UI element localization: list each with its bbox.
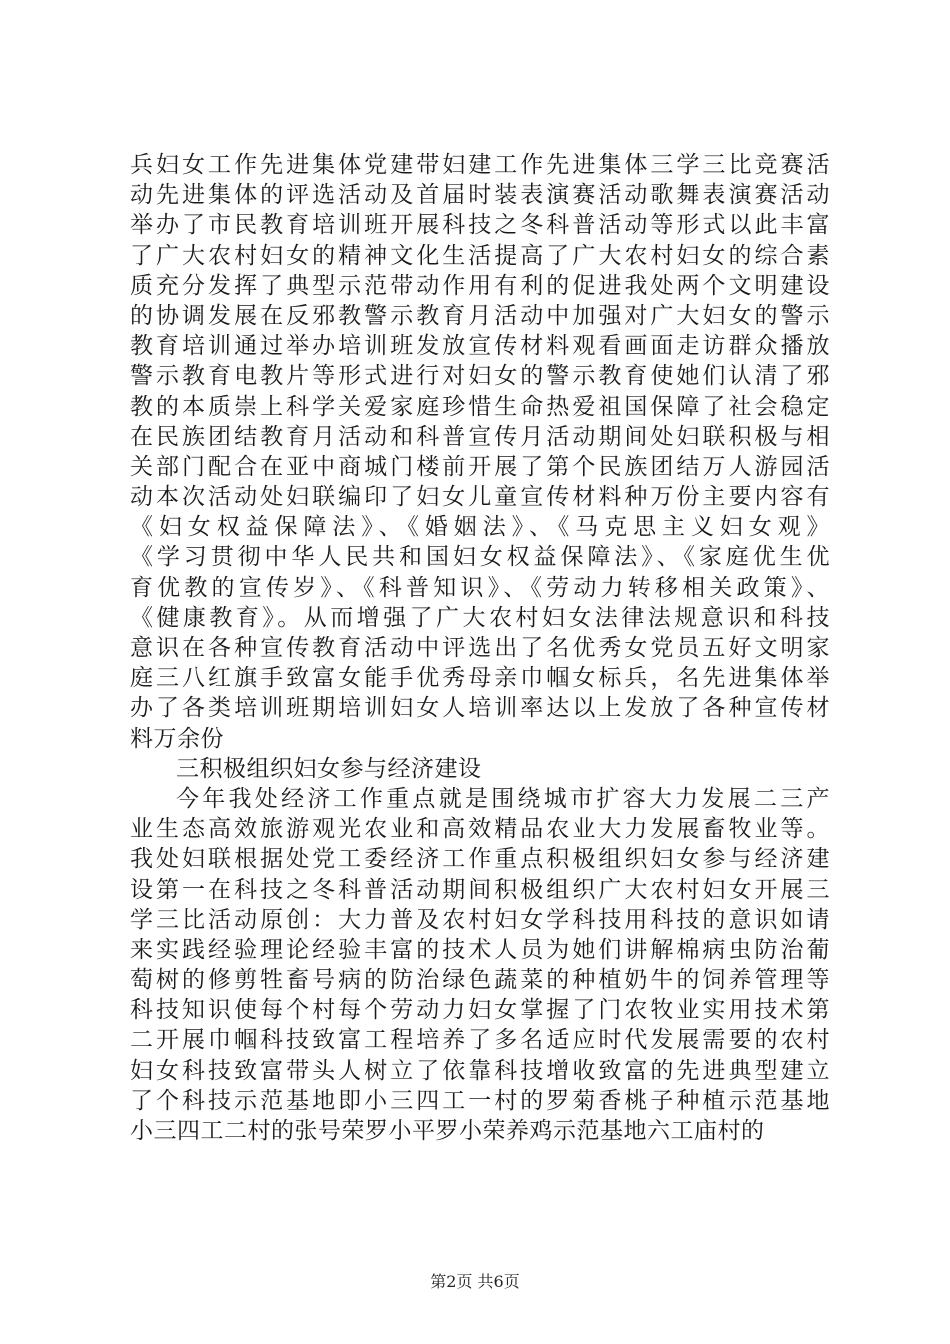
paragraph (130, 150, 830, 754)
text-line: 科技知识使每个村每个劳动力妇女掌握了门农牧业实用技术第 (130, 997, 830, 1024)
text-line: 妇女科技致富带头人树立了依靠科技增收致富的先进典型建立 (130, 1057, 830, 1084)
text-line: 意识在各种宣传教育活动中评选出了名优秀女党员五好文明家 (130, 635, 830, 661)
text-line: 兵妇女工作先进集体党建带妇建工作先进集体三学三比竞赛活 (130, 152, 830, 178)
text-line: 的协调发展在反邪教警示教育月活动中加强对广大妇女的警示 (130, 302, 830, 329)
text-line: 了广大农村妇女的精神文化生活提高了广大农村妇女的综合素 (130, 242, 830, 269)
text-line: 《妇女权益保障法》、《婚姻法》、《马克思主义妇女观》 (130, 514, 830, 541)
text-line: 教的本质崇上科学关爱家庭珍惜生命热爱祖国保障了社会稳定 (130, 393, 830, 420)
text-line: 庭三八红旗手致富女能手优秀母亲巾帼女标兵，名先进集体举 (130, 665, 830, 692)
text-line: 举办了市民教育培训班开展科技之冬科普活动等形式以此丰富 (130, 212, 830, 239)
text-line: 小三四工二村的张号荣罗小平罗小荣养鸡示范基地六工庙村的 (130, 1118, 765, 1144)
text-line: 设第一在科技之冬科普活动期间积极组织广大农村妇女开展三 (130, 876, 830, 903)
text-line: 在民族团结教育月活动和科普宣传月活动期间处妇联积极与相 (130, 423, 830, 450)
text-line: 《健康教育》。从而增强了广大农村妇女法律法规意识和科技 (130, 604, 830, 631)
text-line: 来实践经验理论经验丰富的技术人员为她们讲解棉病虫防治葡 (130, 936, 830, 963)
paragraph (130, 754, 830, 784)
paragraph (130, 784, 830, 1146)
text-line: 《学习贯彻中华人民共和国妇女权益保障法》、《家庭优生优 (130, 544, 830, 571)
text-line: 育优教的宣传岁》、《科普知识》、《劳动力转移相关政策》、 (130, 574, 830, 601)
text-line: 料万余份 (130, 725, 224, 752)
text-line: 关部门配合在亚中商城门楼前开展了第个民族团结万人游园活 (130, 453, 830, 480)
text-line: 了个科技示范基地即小三四工一村的罗菊香桃子种植示范基地 (130, 1087, 830, 1114)
text-line: 三积极组织妇女参与经济建设 (176, 755, 482, 782)
text-line: 业生态高效旅游观光农业和高效精品农业大力发展畜牧业等。 (130, 816, 830, 843)
text-line: 教育培训通过举办培训班发放宣传材料观看画面走访群众播放 (130, 333, 830, 360)
document-body (130, 150, 830, 1146)
text-line: 二开展巾帼科技致富工程培养了多名适应时代发展需要的农村 (130, 1027, 830, 1054)
text-line: 警示教育电教片等形式进行对妇女的警示教育使她们认清了邪 (130, 363, 830, 390)
text-line: 动本次活动处妇联编印了妇女儿童宣传材料种万份主要内容有 (130, 484, 830, 511)
text-line: 萄树的修剪牲畜号病的防治绿色蔬菜的种植奶牛的饲养管理等 (130, 967, 830, 994)
page-number: 第2页 共6页 (430, 1272, 520, 1291)
text-line: 办了各类培训班期培训妇女人培训率达以上发放了各种宣传材 (130, 695, 830, 722)
text-line: 质充分发挥了典型示范带动作用有利的促进我处两个文明建设 (130, 272, 830, 299)
text-line: 动先进集体的评选活动及首届时装表演赛活动歌舞表演赛活动 (130, 182, 830, 209)
text-line: 学三比活动原创：大力普及农村妇女学科技用科技的意识如请 (130, 906, 830, 933)
text-line: 今年我处经济工作重点就是围绕城市扩容大力发展二三产 (176, 785, 830, 812)
page-footer (0, 1272, 950, 1292)
text-line: 我处妇联根据处党工委经济工作重点积极组织妇女参与经济建 (130, 846, 830, 873)
